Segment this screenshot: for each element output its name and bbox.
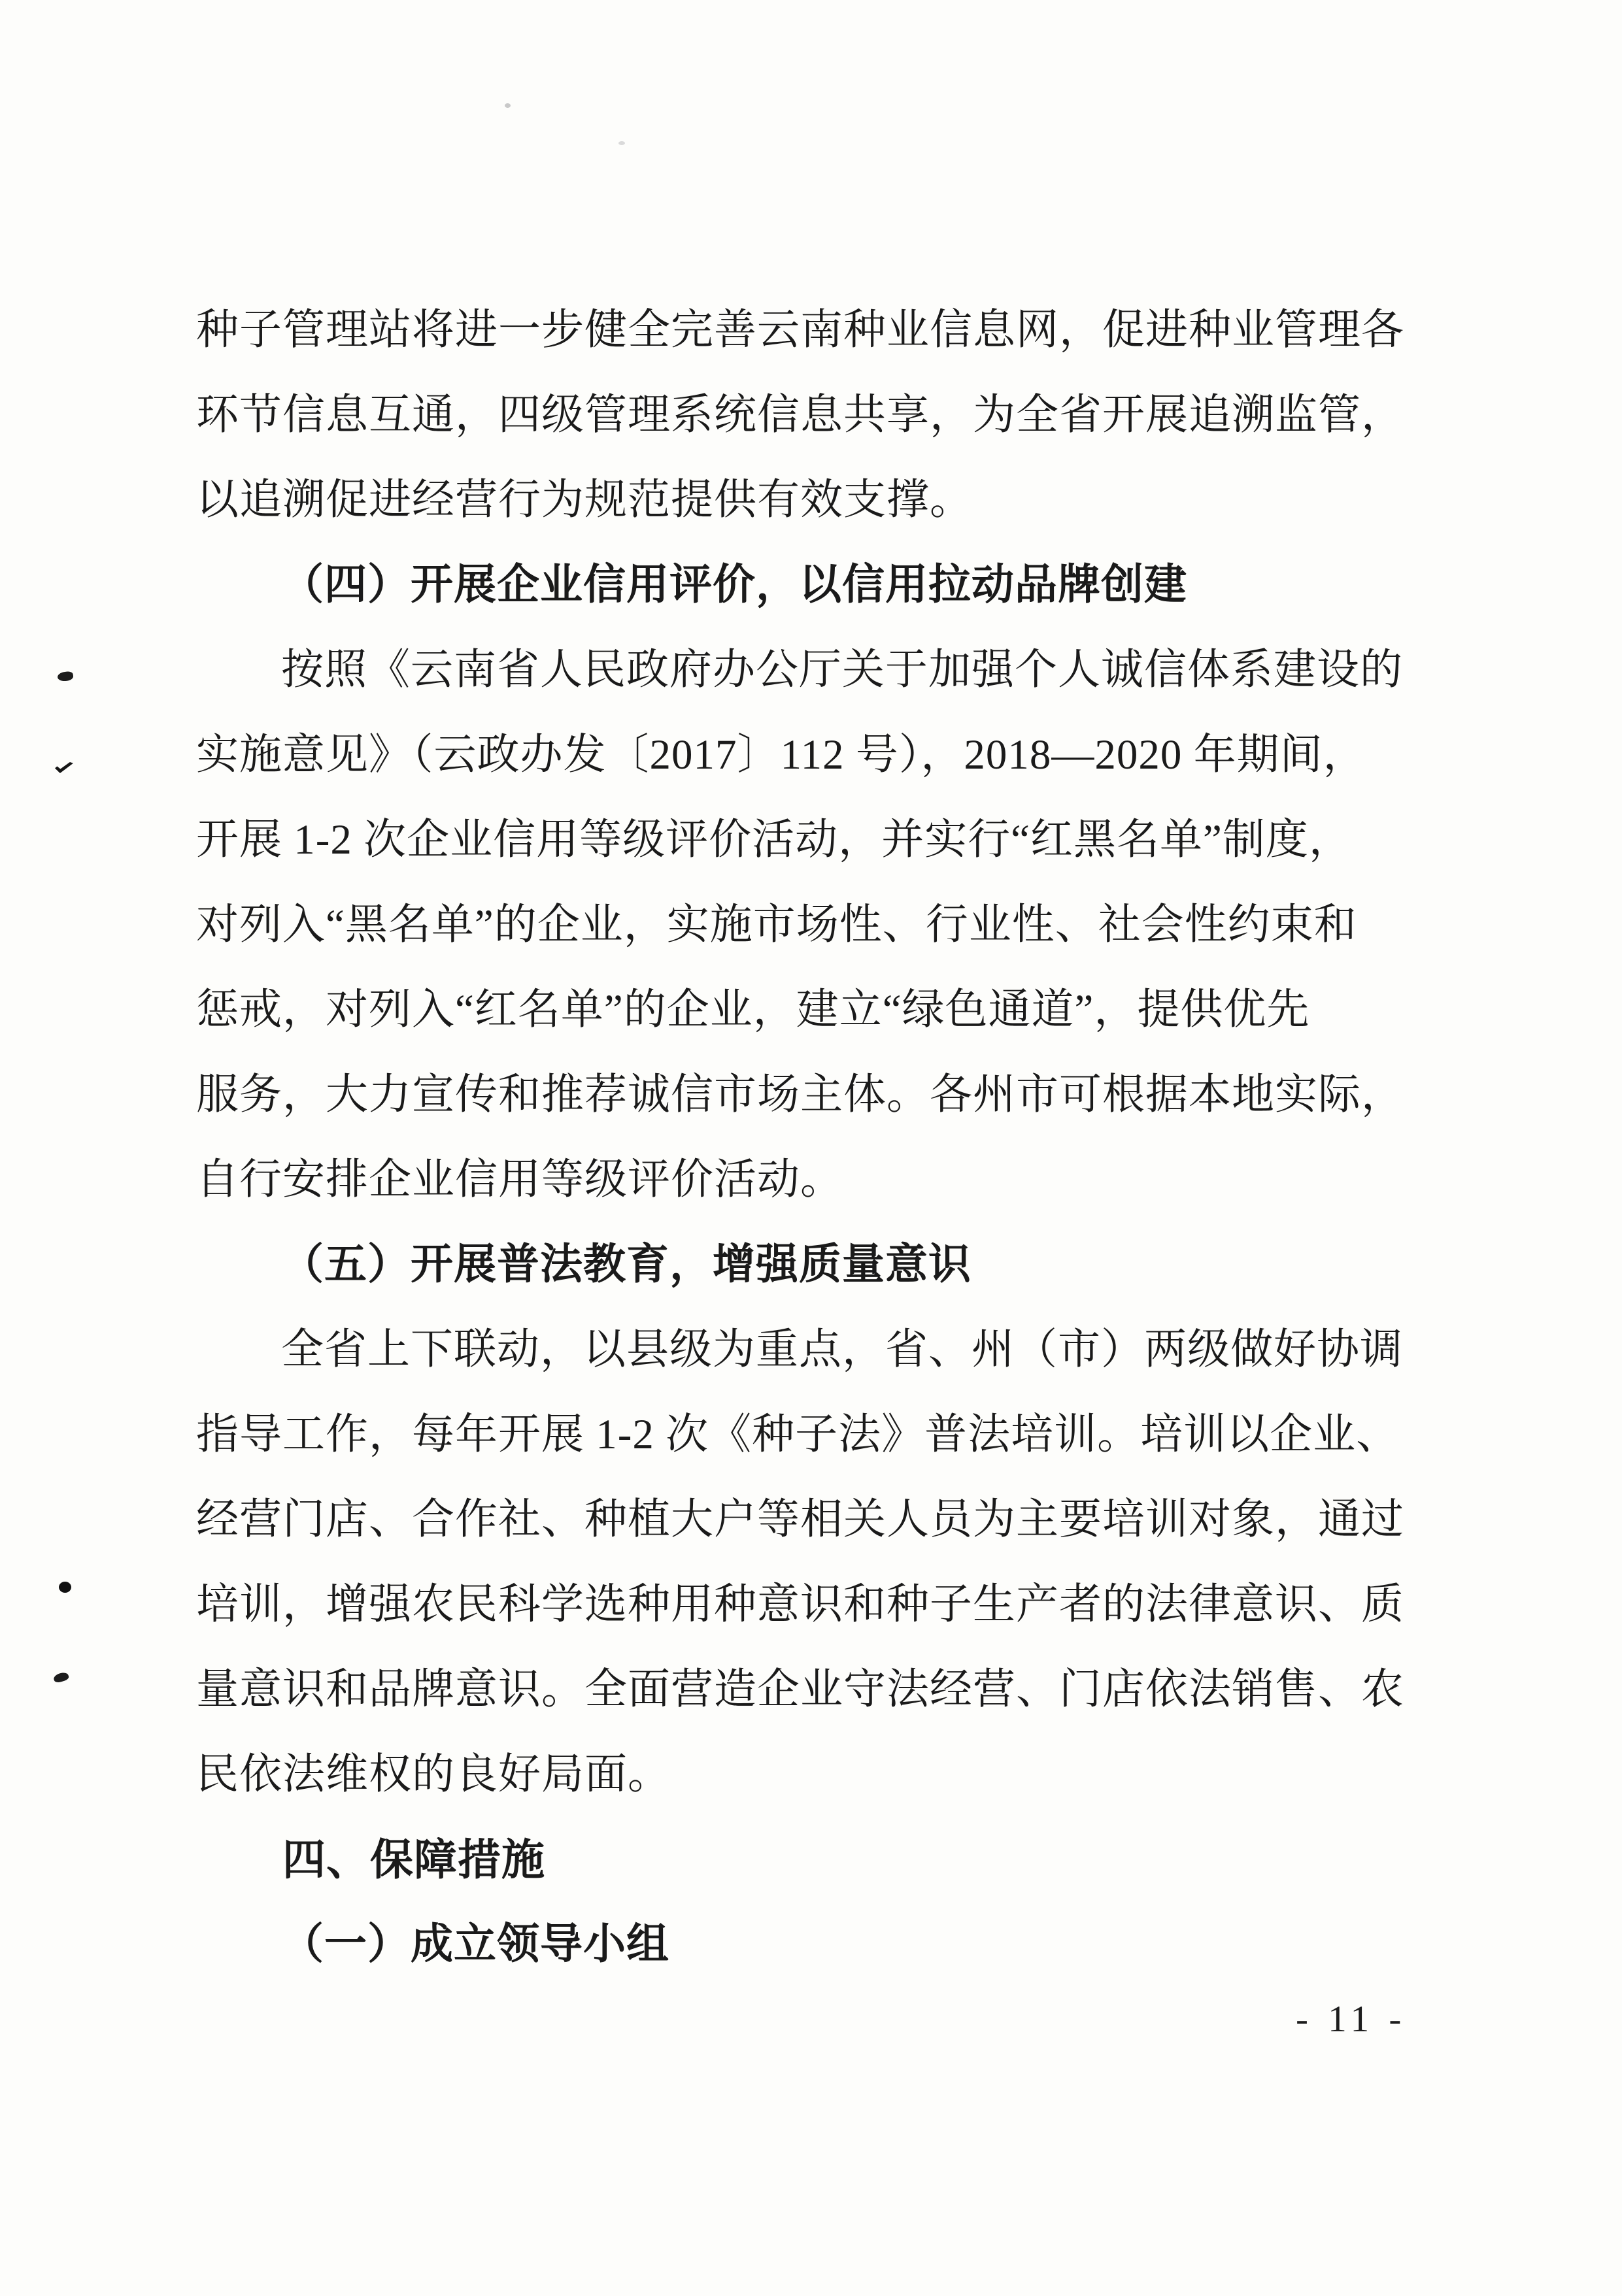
scan-speck — [55, 762, 73, 773]
body-text-line: 以追溯促进经营行为规范提供有效支撑。 — [196, 476, 973, 524]
scan-speck — [53, 1671, 70, 1684]
body-text-line: 服务，大力宣传和推荐诚信市场主体。各州市可根据本地实际， — [196, 1071, 1405, 1118]
scan-speck — [505, 103, 511, 108]
body-text-line: 全省上下联动，以县级为重点，省、州（市）两级做好协调 — [281, 1326, 1404, 1373]
body-text-line: 种子管理站将进一步健全完善云南种业信息网，促进种业管理各 — [196, 307, 1405, 354]
body-text-line: 开展 1-2 次企业信用等级评价活动，并实行“红黑名单”制度， — [196, 816, 1352, 863]
scan-speck — [57, 671, 74, 682]
body-text-line: 民依法维权的良好局面。 — [196, 1751, 671, 1798]
body-text-line: 按照《云南省人民政府办公厅关于加强个人诚信体系建设的 — [281, 646, 1404, 693]
body-text-line: 经营门店、合作社、种植大户等相关人员为主要培训对象，通过 — [196, 1496, 1405, 1543]
heading-line: 四、保障措施 — [282, 1835, 545, 1884]
body-text-line: 指导工作，每年开展 1-2 次《种子法》普法培训。培训以企业、 — [196, 1411, 1400, 1458]
body-text-line: 环节信息互通，四级管理系统信息共享，为全省开展追溯监管， — [196, 391, 1405, 439]
heading-line: （一）成立领导小组 — [281, 1921, 670, 1968]
scan-speck — [618, 141, 625, 145]
scan-speck — [59, 1582, 71, 1593]
body-text-line: 量意识和品牌意识。全面营造企业守法经营、门店依法销售、农 — [196, 1666, 1405, 1713]
document-body — [196, 288, 1415, 1987]
body-text-line: 对列入“黑名单”的企业，实施市场性、行业性、社会性约束和 — [196, 901, 1357, 948]
heading-line: （四）开展企业信用评价，以信用拉动品牌创建 — [281, 561, 1188, 608]
body-text-line: 培训，增强农民科学选种用种意识和种子生产者的法律意识、质 — [196, 1581, 1405, 1628]
body-text-line: 自行安排企业信用等级评价活动。 — [196, 1156, 844, 1203]
body-text-line: 实施意见》（云政办发〔2017〕112 号），2018—2020 年期间， — [196, 731, 1366, 778]
page-number: - 11 - — [1296, 1999, 1407, 2040]
body-text-line: 惩戒，对列入“红名单”的企业，建立“绿色通道”，提供优先 — [196, 986, 1310, 1033]
heading-line: （五）开展普法教育，增强质量意识 — [281, 1241, 972, 1288]
